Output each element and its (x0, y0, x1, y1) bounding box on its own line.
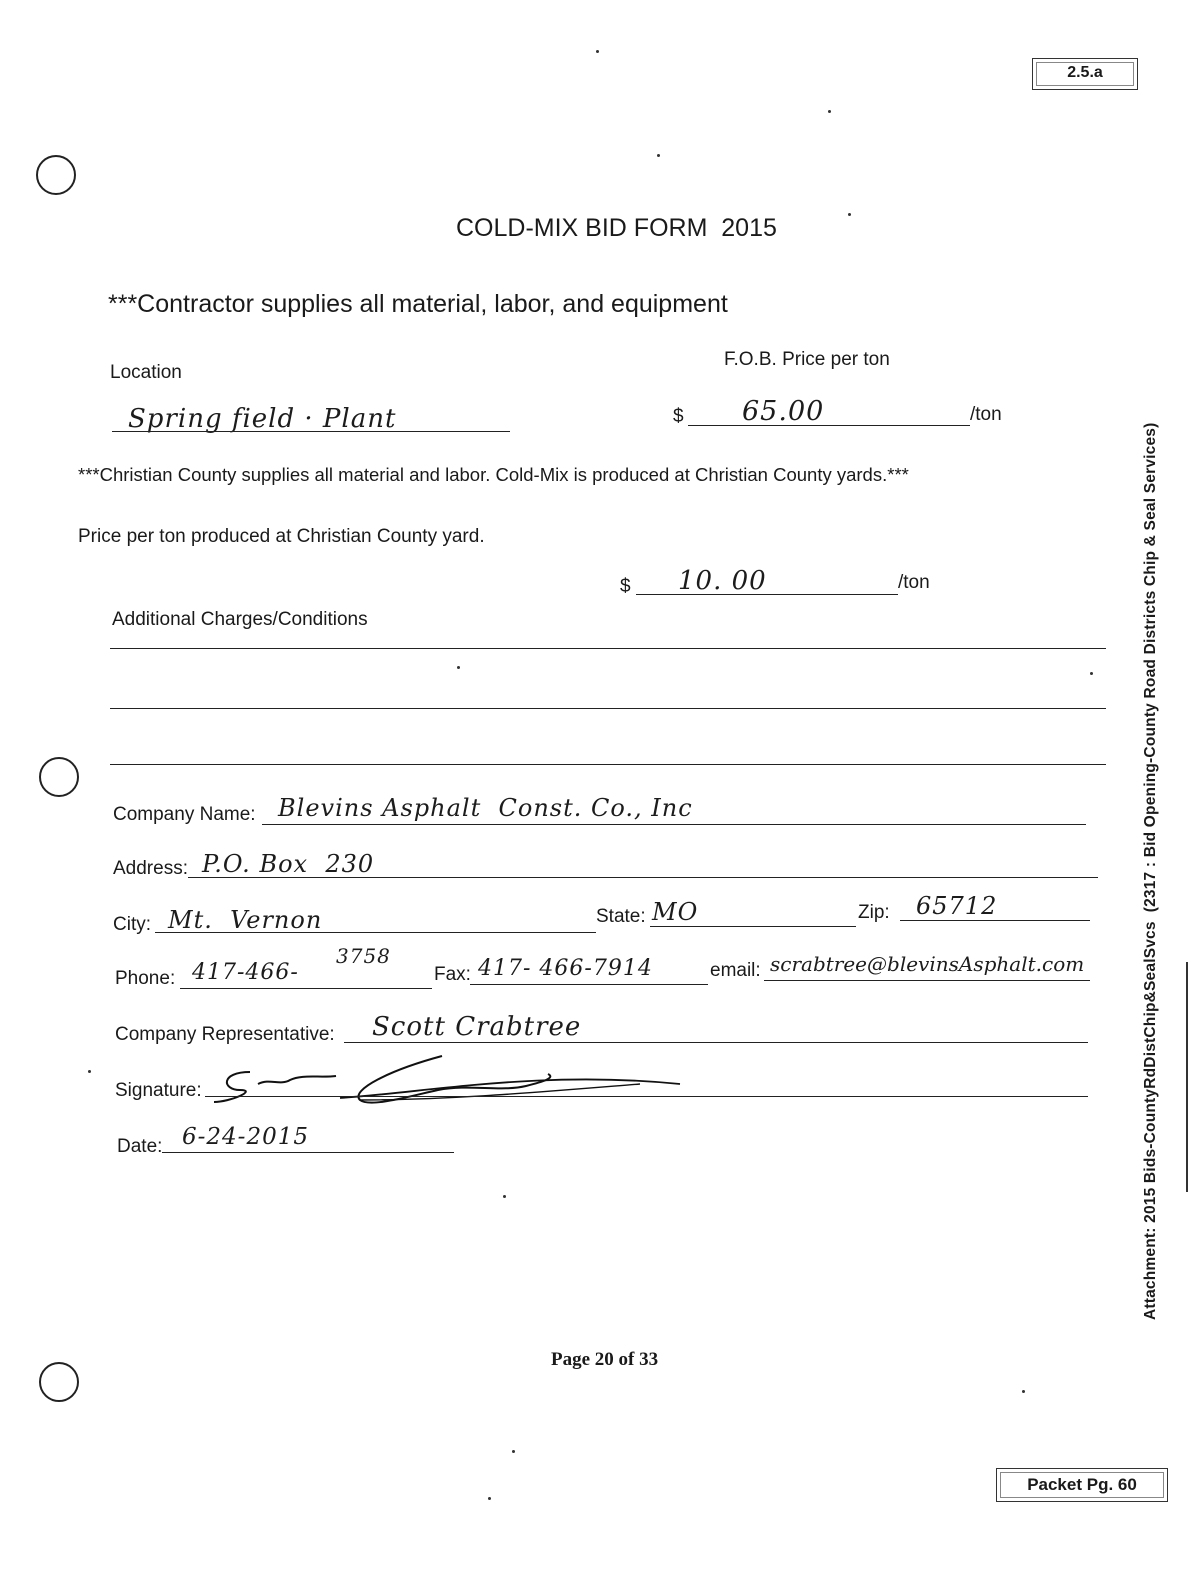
zip-label: Zip: (858, 902, 890, 923)
county-supplies-heading: ***Christian County supplies all material and labor. Cold-Mix is produced at Christian County yards.*** (78, 464, 909, 485)
scan-speck (457, 666, 460, 669)
fax-value: 417- 466-7914 (478, 956, 653, 981)
scan-speck (88, 1070, 91, 1073)
binder-hole-top (36, 155, 76, 195)
agenda-tag: 2.5.a (1067, 64, 1103, 81)
binder-hole-bottom (39, 1362, 79, 1402)
company-rep-value: Scott Crabtree (372, 1012, 582, 1042)
form-title: COLD-MIX BID FORM 2015 (456, 214, 777, 242)
email-value: scrabtree@blevinsAsphalt.com (770, 952, 1085, 976)
address-value: P.O. Box 230 (202, 850, 375, 878)
company-name-underline (262, 824, 1086, 825)
address-label: Address: (113, 858, 188, 879)
company-name-label: Company Name: (113, 804, 256, 825)
yard-dollar-sign: $ (620, 576, 631, 597)
yard-per-ton: /ton (898, 572, 930, 593)
fob-price-value: 65.00 (742, 396, 825, 427)
email-underline (764, 980, 1090, 981)
phone-label: Phone: (115, 968, 176, 989)
state-label: State: (596, 906, 646, 927)
scan-speck (512, 1450, 515, 1453)
scan-speck (848, 213, 851, 216)
packet-page: Packet Pg. 60 (1027, 1475, 1137, 1494)
phone-underline (180, 988, 432, 989)
date-value: 6-24-2015 (182, 1124, 309, 1150)
signature-underline (205, 1096, 1088, 1097)
zip-value: 65712 (916, 892, 998, 920)
yard-price-value: 10. 00 (678, 566, 767, 596)
state-value: MO (652, 898, 699, 926)
binder-hole-middle (39, 757, 79, 797)
fob-price-label: F.O.B. Price per ton (724, 349, 890, 370)
email-label: email: (710, 960, 761, 981)
scan-speck (488, 1497, 491, 1500)
company-rep-underline (344, 1042, 1088, 1043)
fob-dollar-sign: $ (673, 406, 684, 427)
company-rep-label: Company Representative: (115, 1024, 335, 1045)
fob-price-underline (688, 425, 970, 426)
location-value: Spring field · Plant (128, 404, 397, 434)
attachment-side-text: Attachment: 2015 Bids-CountyRdDistChip&SealSvcs (2317 : Bid Opening-County Road Districts Chip & Seal Services) (1142, 422, 1159, 1320)
scan-speck (503, 1195, 506, 1198)
signature-scribble (210, 1050, 700, 1110)
additional-charges-line-1 (110, 648, 1106, 649)
fax-underline (470, 984, 708, 985)
fax-label: Fax: (434, 964, 471, 985)
packet-page-box (996, 1468, 1168, 1502)
phone-correction: 3758 (336, 944, 391, 968)
date-underline (162, 1152, 454, 1153)
location-label: Location (110, 362, 182, 383)
yard-price-underline (636, 594, 898, 595)
scan-speck (1090, 672, 1093, 675)
signature-label: Signature: (115, 1080, 202, 1101)
agenda-tag-box (1032, 58, 1138, 90)
state-underline (650, 926, 856, 927)
contractor-supplies-heading: ***Contractor supplies all material, labor, and equipment (108, 290, 728, 318)
scan-speck (596, 50, 599, 53)
phone-value: 417-466- (192, 960, 299, 985)
company-name-value: Blevins Asphalt Const. Co., Inc (278, 794, 693, 822)
additional-charges-label: Additional Charges/Conditions (112, 609, 368, 630)
additional-charges-line-3 (110, 764, 1106, 765)
city-underline (155, 932, 596, 933)
additional-charges-line-2 (110, 708, 1106, 709)
scan-speck (1022, 1390, 1025, 1393)
city-value: Mt. Vernon (168, 906, 323, 934)
scan-speck (828, 110, 831, 113)
date-label: Date: (117, 1136, 163, 1157)
fob-per-ton: /ton (970, 404, 1002, 425)
location-underline (112, 431, 510, 432)
zip-underline (900, 920, 1090, 921)
page-number: Page 20 of 33 (551, 1349, 659, 1370)
address-underline (188, 877, 1098, 878)
page-edge-line (1186, 962, 1188, 1192)
scan-speck (657, 154, 660, 157)
yard-price-label: Price per ton produced at Christian County yard. (78, 526, 485, 547)
city-label: City: (113, 914, 151, 935)
